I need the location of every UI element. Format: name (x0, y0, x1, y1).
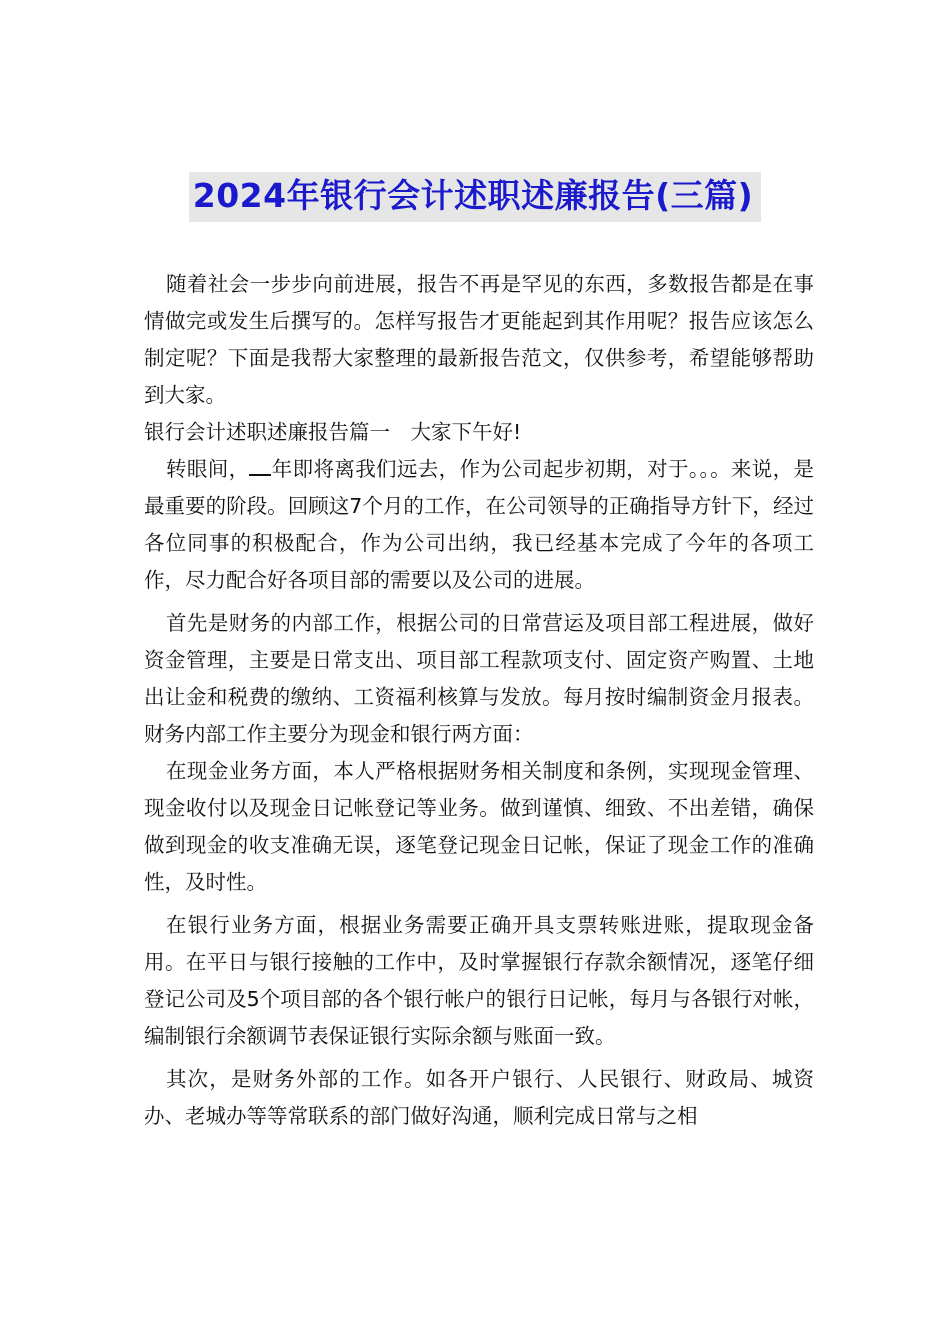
paragraph-1-start: 转眼间， (166, 457, 250, 481)
section-heading: 银行会计述职述廉报告篇一 大家下午好! (144, 420, 522, 444)
document-title: 2024年银行会计述职述廉报告(三篇) (189, 172, 762, 222)
paragraph-5: 其次，是财务外部的工作。如各开户银行、人民银行、财政局、城资办、老城办等等常联系的部门做好沟通，顺利完成日常与之相 (144, 1067, 814, 1128)
paragraph-2: 首先是财务的内部工作，根据公司的日常营运及项目部工程进展，做好资金管理，主要是日常支出、项目部工程款项支付、固定资产购置、土地出让金和税费的缴纳、工资福利核算与发放。每月按时编制资金月报表。财务内部工作主要分为现金和银行两方面： (144, 611, 814, 746)
paragraph-4: 在银行业务方面，根据业务需要正确开具支票转账进账，提取现金备用。在平日与银行接触的工作中，及时掌握银行存款余额情况，逐笔仔细登记公司及5个项目部的各个银行帐户的银行日记帐，每月与各银行对帐，编制银行余额调节表保证银行实际余额与账面一致。 (144, 913, 814, 1048)
paragraph-3: 在现金业务方面，本人严格根据财务相关制度和条例，实现现金管理、现金收付以及现金日记帐登记等业务。做到谨慎、细致、不出差错，确保做到现金的收支准确无误，逐笔登记现金日记帐，保证了现金工作的准确性，及时性。 (144, 759, 814, 894)
document-body (144, 266, 814, 1135)
paragraph-1 (144, 451, 814, 599)
intro-paragraph: 随着社会一步步向前进展，报告不再是罕见的东西，多数报告都是在事情做完或发生后撰写的。怎样写报告才更能起到其作用呢？报告应该怎么制定呢？下面是我帮大家整理的最新报告范文，仅供参考，希望能够帮助到大家。 (144, 272, 814, 407)
fill-in-blank (249, 456, 271, 476)
title-container (0, 172, 950, 222)
paragraph-1-rest: 年即将离我们远去，作为公司起步初期，对于。。。来说，是最重要的阶段。回顾这7个月的工作，在公司领导的正确指导方针下，经过各位同事的积极配合，作为公司出纳，我已经基本完成了今年的各项工作，尽力配合好各项目部的需要以及公司的进展。 (144, 457, 815, 592)
